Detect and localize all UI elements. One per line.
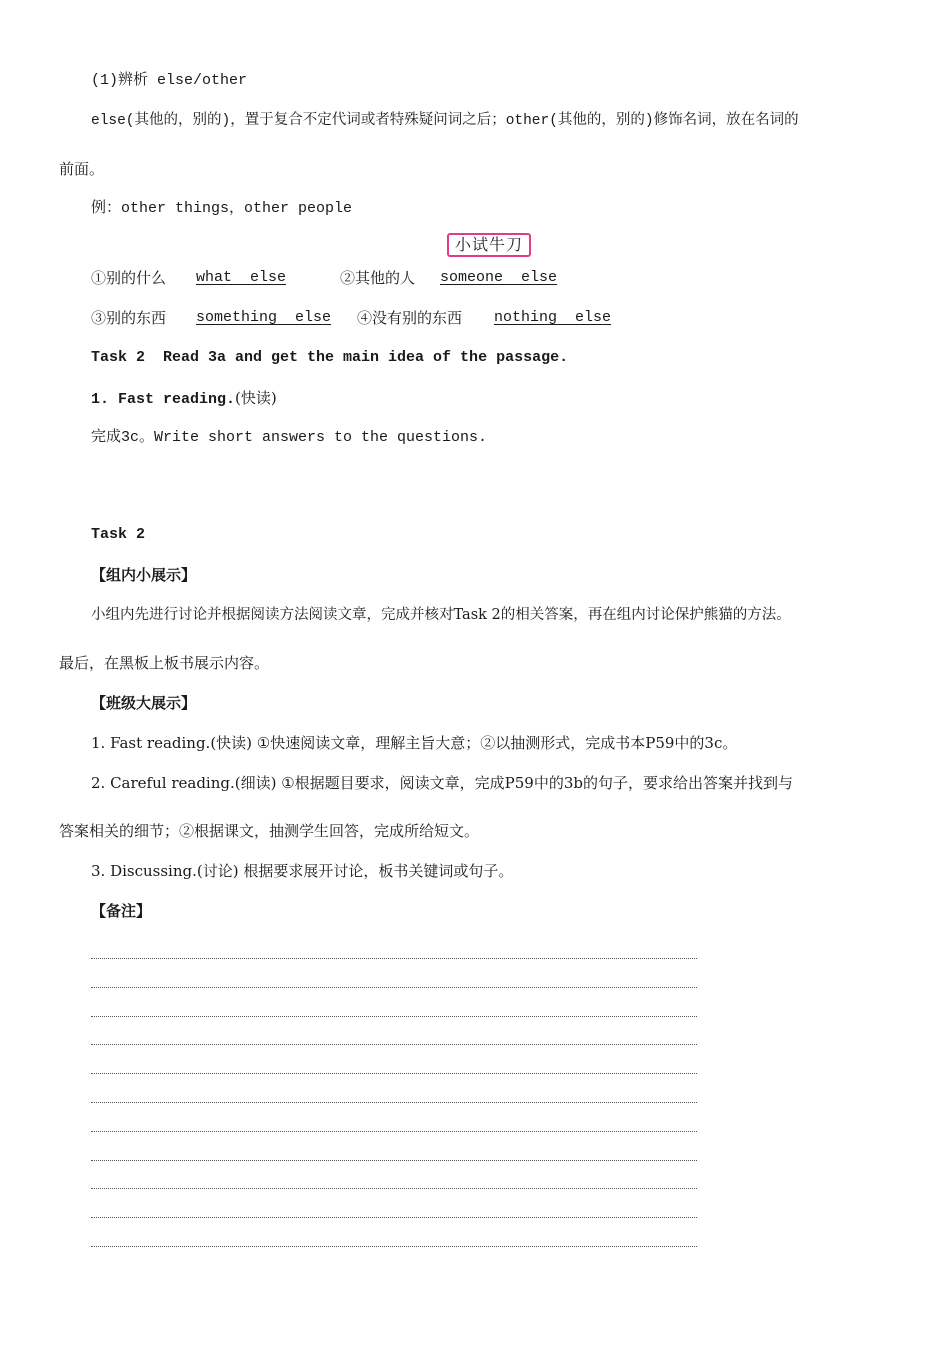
group-show-heading: 【组内小展示】 xyxy=(91,566,197,584)
note-rule xyxy=(91,1217,697,1218)
group-show-text: 小组内先进行讨论并根据阅读方法阅读文章，完成并核对Task 2的相关答案，再在组内讨论保护熊猫的方法。 xyxy=(91,607,791,623)
else-other-explanation: else(其他的，别的)，置于复合不定代词或者特殊疑问词之后；other(其他的，别的)修饰名词，放在名词的 xyxy=(91,113,799,129)
note-rule xyxy=(91,987,697,988)
exercise-item-4-label: ④没有别的东西 xyxy=(357,309,463,327)
class-show-item-2-cont: 答案相关的细节；②根据课文，抽测学生回答，完成所给短文。 xyxy=(59,822,480,840)
heading-else-other: (1)辨析 else/other xyxy=(91,72,248,89)
task2-header: Task 2 Read 3a and get the main idea of the passage. xyxy=(91,349,569,366)
exercise-item-3-label: ③别的东西 xyxy=(91,309,167,327)
exercise-item-1-answer: what else xyxy=(196,269,287,286)
exercise-item-4-answer: nothing else xyxy=(494,309,612,326)
fast-reading-instruction: 完成3c。Write short answers to the questions. xyxy=(91,429,488,446)
notes-heading: 【备注】 xyxy=(91,902,152,920)
class-show-item-3: 3. Discussing.(讨论) 根据要求展开讨论，板书关键词或句子。 xyxy=(91,862,514,880)
class-show-item-2: 2. Careful reading.(细读) ①根据题目要求，阅读文章，完成P59中的3b的句子，要求给出答案并找到与 xyxy=(91,774,793,792)
note-rule xyxy=(91,1246,697,1247)
note-rule xyxy=(91,1073,697,1074)
exercise-item-2-label: ②其他的人 xyxy=(340,269,416,287)
note-rule xyxy=(91,1102,697,1103)
fast-reading-title: 1. Fast reading. xyxy=(91,391,236,408)
exercise-badge: 小试牛刀 xyxy=(447,233,531,257)
note-rule xyxy=(91,1044,697,1045)
note-rule xyxy=(91,1131,697,1132)
exercise-item-1-label: ①别的什么 xyxy=(91,269,167,287)
note-rule xyxy=(91,1160,697,1161)
class-show-heading: 【班级大展示】 xyxy=(91,694,197,712)
task2-title: Task 2 xyxy=(91,526,146,543)
note-rule xyxy=(91,1188,697,1189)
fast-reading-line xyxy=(91,388,277,410)
example-line: 例：other things，other people xyxy=(91,200,353,217)
class-show-item-1: 1. Fast reading.(快读) ①快速阅读文章，理解主旨大意；②以抽测形式，完成书本P59中的3c。 xyxy=(91,734,738,752)
note-rule xyxy=(91,1016,697,1017)
else-other-explanation-cont: 前面。 xyxy=(59,160,105,178)
note-rule xyxy=(91,958,697,959)
exercise-item-2-answer: someone else xyxy=(440,269,558,286)
fast-reading-note: (快读) xyxy=(235,389,277,407)
group-show-text-cont: 最后，在黑板上板书展示内容。 xyxy=(59,654,270,672)
exercise-item-3-answer: something else xyxy=(196,309,332,326)
